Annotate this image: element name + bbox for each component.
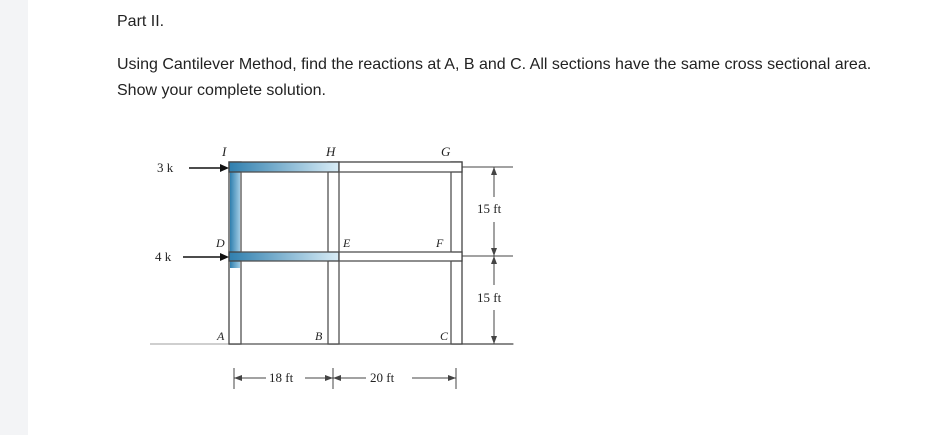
node-label-d: D	[216, 236, 225, 250]
beam-ef	[339, 252, 462, 261]
node-label-i: I	[222, 144, 227, 159]
node-label-g: G	[441, 144, 451, 159]
node-label-f: F	[436, 236, 444, 250]
beam-ih	[229, 162, 339, 172]
panel-top-right	[339, 172, 451, 252]
node-label-b: B	[315, 329, 323, 343]
node-label-c: C	[440, 329, 449, 343]
dimension-label-lower-height: 15 ft	[477, 290, 502, 305]
problem-statement: Using Cantilever Method, find the reactions at A, B and C. All sections have the same cross sectional area. Show your complete solution.	[117, 56, 872, 99]
dimension-label-right-bay: 20 ft	[370, 370, 395, 385]
load-arrow-3k	[189, 164, 229, 172]
node-label-a: A	[217, 329, 225, 343]
panel-top-left	[241, 172, 328, 252]
node-label-h: H	[326, 144, 336, 159]
node-label-e: E	[343, 236, 351, 250]
load-label-4k: 4 k	[155, 249, 172, 264]
dimension-vertical	[462, 167, 513, 344]
load-label-3k: 3 k	[157, 160, 174, 175]
beam-hg	[339, 162, 462, 172]
dimension-label-left-bay: 18 ft	[269, 370, 294, 385]
part-heading: Part II.	[117, 13, 165, 30]
load-arrow-4k	[183, 253, 229, 261]
dimension-label-upper-height: 15 ft	[477, 201, 502, 216]
beam-de	[229, 252, 339, 261]
panel-bottom-right	[339, 261, 451, 344]
dimension-horizontal	[234, 368, 456, 389]
